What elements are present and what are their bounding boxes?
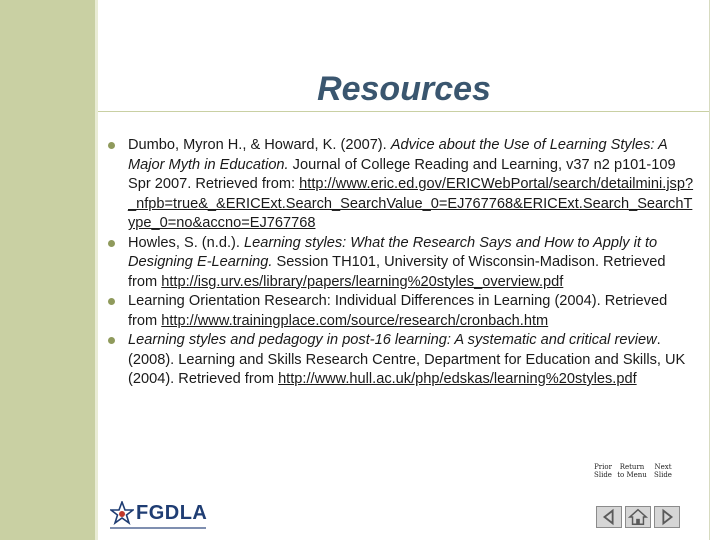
prior-slide-button[interactable] [596, 506, 622, 528]
reference-item [108, 234, 696, 293]
side-band [0, 0, 95, 540]
reference-item [108, 292, 696, 331]
reference-link[interactable]: http://isg.urv.es/library/papers/learning%20styles_overview.pdf [161, 273, 564, 290]
reference-title-text: Advice about the Use of Learning Styles: A Major Myth in Education. [128, 137, 668, 173]
return-to-menu-label: Return to Menu [617, 463, 647, 479]
reference-list [108, 136, 696, 390]
reference-text: . (2008). Learning and Skills Research Centre, Department for Education and Skills, UK (2004). Retrieved from [128, 332, 686, 387]
reference-link[interactable]: http://www.hull.ac.uk/php/edskas/learning%20styles.pdf [278, 371, 637, 387]
reference-text: Howles, S. (n.d.). [128, 234, 244, 251]
logo-underline [110, 527, 206, 529]
slide-title: Resources [317, 70, 491, 108]
return-to-menu-button[interactable] [625, 506, 651, 528]
reference-title-text: Learning styles: What the Research Says and How to Apply it to Designing E-Learning. [128, 234, 658, 270]
reference-link[interactable]: http://www.eric.ed.gov/ERICWebPortal/search/detailmini.jsp?_nfpb=true&_&ERICExt.Search_SearchValue_0=EJ767768&ERICExt.Search_SearchType_0=no&accno=EJ767768 [128, 176, 694, 231]
reference-item [108, 331, 696, 390]
reference-title-text: Learning styles and pedagogy in post-16 learning: A systematic and critical review [128, 332, 657, 348]
logo-text: FGDLA [136, 502, 208, 524]
home-icon [626, 507, 650, 527]
fgdla-logo [110, 500, 206, 532]
star-icon [110, 501, 134, 525]
bullet-icon [108, 337, 115, 344]
reference-link[interactable]: http://www.trainingplace.com/source/research/cronbach.htm [161, 312, 549, 329]
bullet-icon [108, 142, 115, 149]
right-arrow-icon [655, 507, 679, 527]
reference-text: Session TH101, University of Wisconsin-Madison. Retrieved from [128, 254, 666, 290]
reference-item [108, 136, 696, 234]
title-divider [98, 111, 709, 112]
left-arrow-icon [597, 507, 621, 527]
reference-text: Journal of College Reading and Learning, v37 n2 p101-109 Spr 2007. Retrieved from: [128, 156, 676, 192]
prior-slide-label: Prior Slide [594, 463, 612, 479]
reference-text: Learning Orientation Research: Individual Differences in Learning (2004). Retrieved from [128, 293, 668, 329]
next-slide-button[interactable] [654, 506, 680, 528]
reference-text: Dumbo, Myron H., & Howard, K. (2007). [128, 137, 391, 153]
next-slide-label: Next Slide [654, 463, 672, 479]
bullet-icon [108, 240, 115, 247]
bullet-icon [108, 298, 115, 305]
